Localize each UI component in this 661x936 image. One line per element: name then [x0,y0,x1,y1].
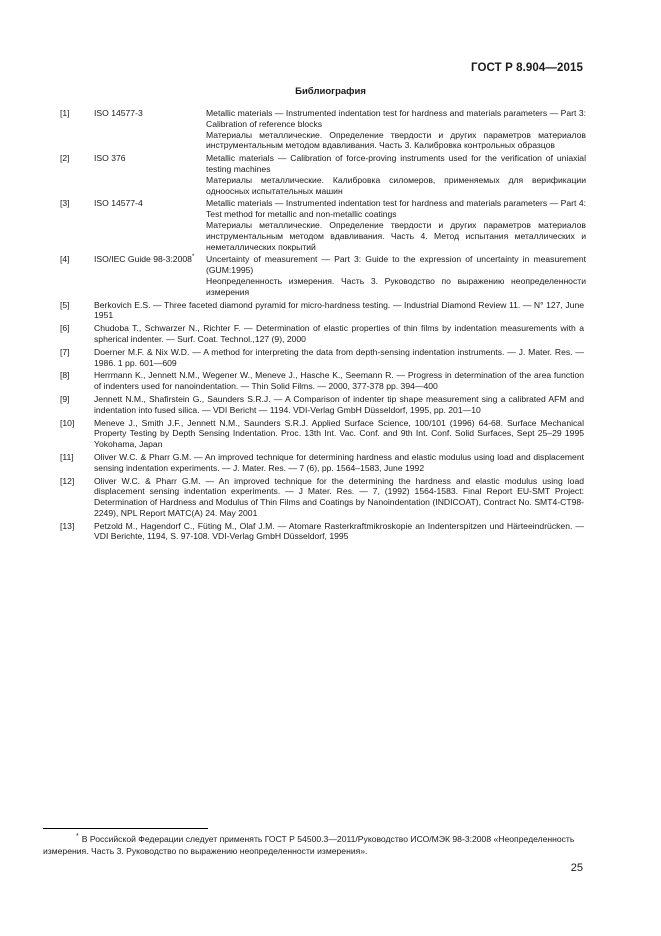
footnote [43,834,591,857]
reference-entry [60,347,590,369]
standard-entry [60,254,590,297]
standards-list [60,108,590,298]
reference-text: Berkovich E.S. — Three faceted diamond pyramid for micro-hardness testing. — Industrial Diamond Review 11. — N° 127, June 1951 [94,299,584,321]
entry-number: [2] [60,153,70,164]
standard-entry [60,153,590,196]
title-english: Metallic materials — Instrumented indentation test for hardness and materials parameters — Part 3: Calibration of reference blocks [206,108,586,129]
footnote-divider [43,828,208,829]
entry-number: [10] [60,417,75,428]
bibliography-title: Библиография [295,86,366,97]
reference-entry [60,476,590,519]
standard-code [94,254,206,297]
title-english: Metallic materials — Calibration of force-proving instruments used for the verification of uniaxial testing machines [206,153,586,174]
reference-text: Petzold M., Hagendorf C., Füting M., Olaf J.M. — Atomare Rasterkraftmikroskopie an Indenterspitzen und Härteeindrücken. — VDI Berichte, 1194, S. 97-108. VDI-Verlag GmbH Düsseldorf, 1995 [94,520,584,542]
standard-code-text: ISO 14577-3 [94,108,143,118]
reference-text: Herrmann K., Jennett N.M., Wegener W., Meneve J., Hasche K., Seemann R. — Progress in determination of the area function of indenters used for nanoindentation. — Thin Solid Films. — 2000, 377-378 pp. 394—400 [94,370,584,392]
reference-text: Chudoba T., Schwarzer N., Richter F. — Determination of elastic properties of thin films by indentation measurements with a spherical indenter. — Surf. Coat. Technol.,127 (9), 2000 [94,323,584,344]
standard-code [94,153,206,196]
page-number: 25 [570,862,583,874]
entry-number: [7] [60,346,70,357]
title-russian: Материалы металлические. Определение твердости и других параметров материалов инструментальным методом вдавливания. Часть 4. Метод испытания металлических и неметаллических покрытий [206,219,586,252]
document-standard-number: ГОСТ Р 8.904—2015 [471,62,583,74]
footnote-text: В Российской Федерации следует применять ГОСТ Р 54500.3—2011/Руководство ИСО/МЭК 98-3:2008 «Неопределенность измерения. Часть 3. Руководство по выражению неопределенности измерения». [43,834,575,856]
standard-code [94,108,206,151]
standard-code-text: ISO/IEC Guide 98-3:2008 [94,254,192,265]
reference-text: Jennett N.M., Shafirstein G., Saunders S.R.J. — A Comparison of indenter tip shape measurement sing a calibrated AFM and indentation into fused silica. — VDI Bericht — 1194. VDI-Verlag GmbH Düsseldorf, 1995, pp. 201—10 [94,393,584,415]
reference-entry [60,323,590,345]
bibliography-list [60,108,590,544]
reference-entry [60,300,590,322]
entry-number: [13] [60,520,75,531]
reference-entry [60,521,590,543]
standard-description [206,153,586,196]
reference-entry [60,452,590,474]
entry-number: [6] [60,323,70,334]
reference-text: Meneve J., Smith J.F., Jennett N.M., Saunders S.R.J. Applied Surface Science, 100/101 (1996) 64-68. Surface Mechanical Property Testing by Depth Sensing Indentation. Proc. 13th Int. Vac. Conf. and 9th Int. Conf. Solid Surfaces, Sept 25–29 1995 Yokohama, Japan [94,417,584,450]
footnote-mark: * [76,833,79,841]
title-russian: Неопределенность измерения. Часть 3. Руководство по выражению неопределенности измерения [206,275,586,297]
entry-number: [11] [60,451,74,462]
entry-number: [12] [60,475,75,486]
title-russian: Материалы металлические. Калибровка силомеров, применяемых для верификации одноосных испытательных машин [206,174,586,196]
title-english: Metallic materials — Instrumented indentation test for hardness and materials parameters — Part 4: Test method for metallic and non-metallic coatings [206,198,586,220]
entry-number: [8] [60,370,70,381]
standard-description [206,254,586,297]
references-list [60,300,590,543]
standard-code [94,198,206,252]
reference-entry [60,418,590,450]
standard-entry [60,198,590,252]
standard-code-text: ISO 14577-4 [94,198,143,209]
reference-text: Oliver W.C. & Pharr G.M. — An improved technique for the determining the hardness and elastic modulus using load displacement sensing indentation experiments. — J Mater. Res. — 7, (1992) 1564-1583. Final Report EU-SMT Project: Determination of Hardness and Modulus of Thin Films and Coatings by Nanoindentation (INDICOAT), Contract No. SMT4-CT98-2249), NPL Report MATC(A) 24. May 2001 [94,475,584,518]
entry-number: [1] [60,108,70,118]
standard-description [206,198,586,252]
reference-text: Doerner M.F. & Nix W.D. — A method for interpreting the data from depth-sensing indentation instruments. — J. Mater. Res. — 1986. 1 pp. 601—609 [94,346,584,368]
reference-entry [60,394,590,416]
entry-number: [5] [60,299,70,310]
footnote-reference: * [191,254,195,261]
entry-number: [3] [60,198,70,209]
reference-text: Oliver W.C. & Pharr G.M. — An improved technique for determining hardness and elastic modulus using load and displacement sensing indentation experiments. — J. Mater. Res. — 7 (6), pp. 1564–1583, June 1992 [94,451,584,473]
reference-entry [60,370,590,392]
title-english: Uncertainty of measurement — Part 3: Guide to the expression of uncertainty in measurement (GUM:1995) [206,254,586,276]
entry-number: [9] [60,393,70,404]
standard-code-text: ISO 376 [94,153,126,164]
standard-description [206,108,586,151]
entry-number: [4] [60,254,70,265]
title-russian: Материалы металлические. Определение твердости и других параметров материалов инструментальным методом вдавливания. Часть 3. Калибровка контрольных образцов [206,129,586,151]
standard-entry [60,108,590,151]
